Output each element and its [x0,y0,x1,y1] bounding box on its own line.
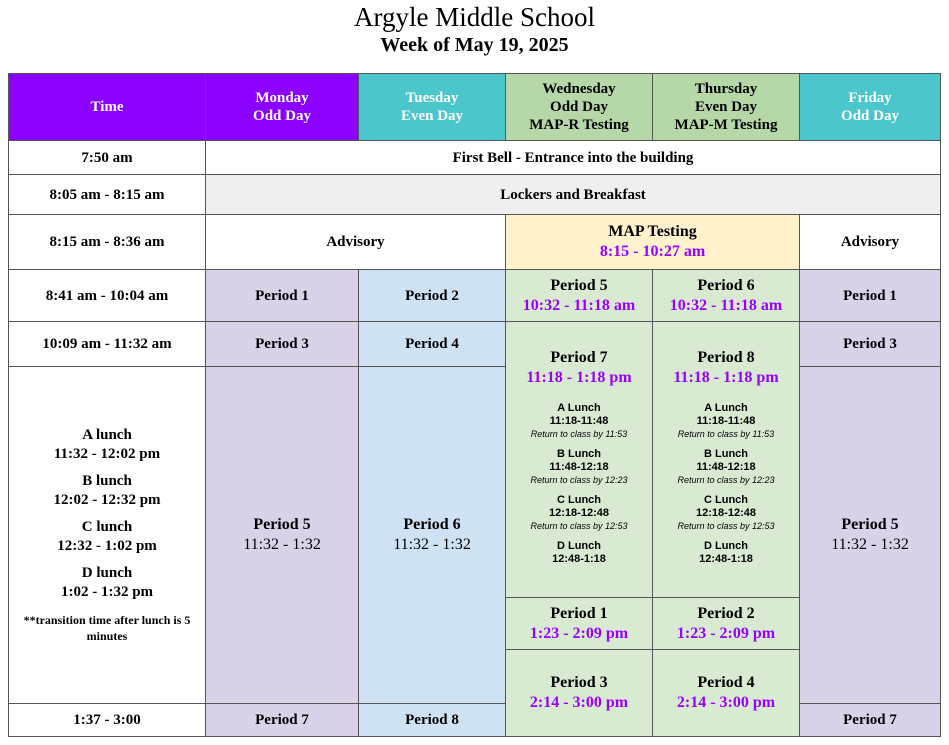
row3-time-text: 8:15 am - 8:36 am [49,234,165,250]
lunch-fri-time: 11:32 - 1:32 [831,536,909,553]
row5-mon-text: Period 3 [255,336,309,352]
advisory-mon-tue [205,214,506,270]
lunch-b-name: B lunch [82,473,132,489]
row7-fri-text: Period 7 [843,712,897,728]
wed-period1-name: Period 1 [550,604,608,622]
row5-fri [799,321,941,367]
lunch-fri [799,366,941,704]
row7-mon [205,703,359,737]
lockers-breakfast-cell [205,174,941,215]
school-title: Argyle Middle School [354,2,595,32]
row5-mon [205,321,359,367]
wed-lunch-d-time: 12:48-1:18 [552,553,606,565]
wed-lunch-a-name: A Lunch [557,402,601,414]
wed-period7-time: 11:18 - 1:18 pm [526,369,632,386]
row4-tue-text: Period 2 [405,287,459,304]
wed-lunch-d [552,540,606,566]
thu-period4 [652,649,800,737]
wed-period3-time: 2:14 - 3:00 pm [529,694,629,711]
thu-lunch-b-return: Return to class by 12:23 [677,475,775,485]
header-wednesday-type: Odd Day [550,99,608,115]
row4-mon-text: Period 1 [255,287,309,304]
thu-lunch-b [677,448,774,486]
lunch-fri-period: Period 5 [841,516,899,533]
lunch-time-cell [8,366,206,704]
row5-time [8,321,206,367]
wed-period7-block [505,321,653,598]
lunch-mon-period: Period 5 [253,516,311,533]
thu-lunch-c-time: 12:18-12:48 [696,507,756,519]
lunch-tue [358,366,506,704]
row4-time [8,269,206,322]
lunch-b-time: 12:02 - 12:32 pm [53,492,161,508]
thu-lunch-a-name: A Lunch [704,402,748,414]
lunch-tue-time: 11:32 - 1:32 [393,536,471,553]
row2-time-text: 8:05 am - 8:15 am [49,186,165,203]
first-bell-cell [205,140,941,175]
row5-time-text: 10:09 am - 11:32 am [42,336,172,352]
thu-lunch-d-time: 12:48-1:18 [699,553,753,565]
lunch-c-name: C lunch [81,519,133,535]
wed-lunch-c-name: C Lunch [557,494,601,506]
header-monday-type: Odd Day [253,108,311,124]
row4-thu-time: 10:32 - 11:18 am [669,296,783,314]
map-testing-time: 8:15 - 10:27 am [599,243,706,260]
thu-period2-name: Period 2 [697,604,755,622]
lunch-transition-note: **transition time after lunch is 5 minutes [23,613,191,643]
advisory-fri [799,214,941,270]
header-friday [799,73,941,141]
thu-lunch-d-name: D Lunch [703,540,748,552]
wed-lunch-a [531,402,627,440]
header-monday-day: Monday [255,90,309,106]
thu-lunch-c-return: Return to class by 12:53 [677,521,775,531]
lunch-b-group [53,472,160,510]
header-tuesday-type: Even Day [400,108,464,124]
header-tuesday [358,73,506,141]
wed-period3-name: Period 3 [550,674,608,691]
thu-period8-block [652,321,800,598]
row5-tue [358,321,506,367]
row4-time-text: 8:41 am - 10:04 am [45,287,169,304]
header-tuesday-day: Tuesday [405,90,459,106]
header-thursday-type: Even Day [694,99,758,115]
thu-period2 [652,597,800,650]
week-subtitle: Week of May 19, 2025 [380,34,569,56]
first-bell-text: First Bell - Entrance into the building [452,149,694,166]
row4-wed-time: 10:32 - 11:18 am [522,296,636,314]
row4-wed [505,269,653,322]
header-time [8,73,206,141]
wed-lunch-c-return: Return to class by 12:53 [530,521,628,531]
lunch-tue-period: Period 6 [403,516,461,533]
thu-lunch-a-return: Return to class by 11:53 [677,429,775,439]
thu-lunch-b-name: B Lunch [704,448,748,460]
lunch-d-group [61,564,153,602]
lunch-mon [205,366,359,704]
wed-lunch-d-name: D Lunch [556,540,601,552]
lunch-d-name: D lunch [81,565,133,581]
row4-thu-period: Period 6 [697,276,755,294]
lockers-breakfast-text: Lockers and Breakfast [500,186,646,203]
row7-tue [358,703,506,737]
wed-period3 [505,649,653,737]
lunch-mon-time: 11:32 - 1:32 [243,536,321,553]
row7-fri [799,703,941,737]
thu-lunch-c-name: C Lunch [704,494,748,506]
advisory-fri-text: Advisory [840,234,900,250]
header-monday [205,73,359,141]
lunch-a-group [54,426,160,464]
lunch-a-name: A lunch [82,427,132,443]
thu-lunch-d [699,540,753,566]
row3-time [8,214,206,270]
lunch-d-time: 1:02 - 1:32 pm [60,584,154,600]
wed-lunch-b-name: B Lunch [557,448,601,460]
wed-period1 [505,597,653,650]
header-wednesday-day: Wednesday [542,81,616,97]
wed-lunch-c-time: 12:18-12:48 [549,507,609,519]
header-thursday-testing: MAP-M Testing [674,117,778,133]
thu-lunch-a [678,402,774,440]
map-testing-cell [505,214,800,270]
map-testing-title: MAP Testing [608,223,697,240]
wed-lunch-b-return: Return to class by 12:23 [530,475,628,485]
wed-lunch-c [530,494,627,532]
row1-time [8,140,206,175]
wed-period7-name: Period 7 [550,349,608,366]
thu-lunch-b-time: 11:48-12:18 [696,461,756,473]
header-wednesday-testing: MAP-R Testing [529,117,629,133]
thu-period8-name: Period 8 [697,349,755,366]
wed-lunch-a-time: 11:18-11:48 [549,415,609,427]
row7-mon-text: Period 7 [255,712,309,728]
thu-lunch-c [677,494,774,532]
lunch-c-time: 12:32 - 1:02 pm [57,538,157,554]
row1-time-text: 7:50 am [81,149,133,166]
row4-fri-text: Period 1 [843,287,897,304]
header-friday-type: Odd Day [841,108,899,124]
row5-fri-text: Period 3 [843,336,897,352]
row4-thu [652,269,800,322]
row5-tue-text: Period 4 [405,336,459,352]
header-thursday [652,73,800,141]
wed-lunch-b [530,448,627,486]
row4-mon [205,269,359,322]
lunch-a-time: 11:32 - 12:02 pm [53,446,161,462]
header-thursday-day: Thursday [694,81,758,97]
row4-wed-period: Period 5 [550,276,608,294]
row7-time [8,703,206,737]
row7-time-text: 1:37 - 3:00 [73,712,141,728]
thu-period4-time: 2:14 - 3:00 pm [676,694,776,711]
advisory-mon-tue-text: Advisory [326,234,385,250]
wed-period1-time: 1:23 - 2:09 pm [529,624,629,642]
row7-tue-text: Period 8 [405,712,459,728]
thu-period8-time: 11:18 - 1:18 pm [673,369,779,386]
row4-tue [358,269,506,322]
thu-period4-name: Period 4 [697,674,755,691]
thu-lunch-a-time: 11:18-11:48 [696,415,756,427]
header-wednesday [505,73,653,141]
row4-fri [799,269,941,322]
lunch-c-group [57,518,157,556]
wed-lunch-a-return: Return to class by 11:53 [530,429,628,439]
thu-period2-time: 1:23 - 2:09 pm [676,624,776,642]
header-friday-day: Friday [848,90,892,106]
header-time-label: Time [90,99,124,115]
wed-lunch-b-time: 11:48-12:18 [549,461,609,473]
row2-time [8,174,206,215]
